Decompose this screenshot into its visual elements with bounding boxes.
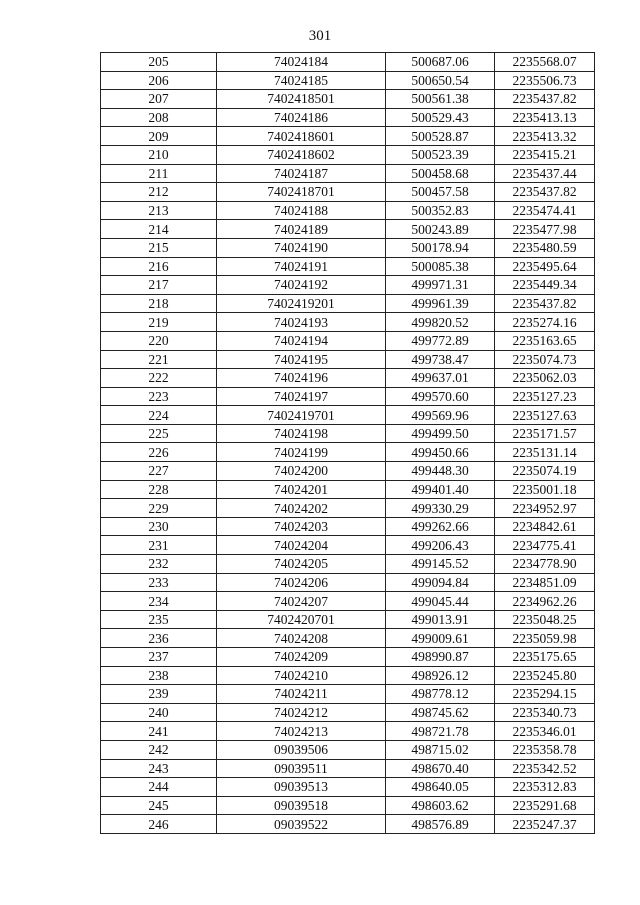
y-coordinate-cell: 2235163.65	[495, 331, 595, 350]
point-id-cell: 7402419701	[217, 406, 386, 425]
y-coordinate-cell: 2235449.34	[495, 276, 595, 295]
row-index-cell: 226	[101, 443, 217, 462]
table-row	[101, 610, 595, 629]
x-coordinate-cell: 499961.39	[386, 294, 495, 313]
table-row	[101, 145, 595, 164]
x-coordinate-cell: 499401.40	[386, 480, 495, 499]
x-coordinate-cell: 500243.89	[386, 220, 495, 239]
x-coordinate-cell: 499637.01	[386, 369, 495, 388]
table-row	[101, 183, 595, 202]
point-id-cell: 09039518	[217, 796, 386, 815]
x-coordinate-cell: 499772.89	[386, 331, 495, 350]
point-id-cell: 74024213	[217, 722, 386, 741]
x-coordinate-cell: 499045.44	[386, 592, 495, 611]
y-coordinate-cell: 2235437.82	[495, 294, 595, 313]
y-coordinate-cell: 2235175.65	[495, 648, 595, 667]
table-row	[101, 815, 595, 834]
row-index-cell: 244	[101, 778, 217, 797]
row-index-cell: 228	[101, 480, 217, 499]
y-coordinate-cell: 2234962.26	[495, 592, 595, 611]
point-id-cell: 74024210	[217, 666, 386, 685]
coordinates-table	[100, 52, 595, 834]
x-coordinate-cell: 499094.84	[386, 573, 495, 592]
point-id-cell: 74024192	[217, 276, 386, 295]
x-coordinate-cell: 498603.62	[386, 796, 495, 815]
y-coordinate-cell: 2235413.13	[495, 108, 595, 127]
y-coordinate-cell: 2235506.73	[495, 71, 595, 90]
point-id-cell: 09039511	[217, 759, 386, 778]
row-index-cell: 225	[101, 424, 217, 443]
y-coordinate-cell: 2235245.80	[495, 666, 595, 685]
point-id-cell: 7402420701	[217, 610, 386, 629]
table-row	[101, 722, 595, 741]
x-coordinate-cell: 499009.61	[386, 629, 495, 648]
page-number: 301	[308, 28, 332, 44]
y-coordinate-cell: 2235291.68	[495, 796, 595, 815]
point-id-cell: 74024197	[217, 387, 386, 406]
x-coordinate-cell: 499145.52	[386, 555, 495, 574]
point-id-cell: 7402418501	[217, 90, 386, 109]
point-id-cell: 74024189	[217, 220, 386, 239]
y-coordinate-cell: 2235477.98	[495, 220, 595, 239]
x-coordinate-cell: 498745.62	[386, 703, 495, 722]
table-row	[101, 443, 595, 462]
point-id-cell: 74024196	[217, 369, 386, 388]
row-index-cell: 238	[101, 666, 217, 685]
x-coordinate-cell: 499499.50	[386, 424, 495, 443]
y-coordinate-cell: 2235247.37	[495, 815, 595, 834]
row-index-cell: 217	[101, 276, 217, 295]
row-index-cell: 234	[101, 592, 217, 611]
x-coordinate-cell: 500457.58	[386, 183, 495, 202]
x-coordinate-cell: 498576.89	[386, 815, 495, 834]
x-coordinate-cell: 499569.96	[386, 406, 495, 425]
x-coordinate-cell: 500687.06	[386, 53, 495, 72]
point-id-cell: 74024186	[217, 108, 386, 127]
y-coordinate-cell: 2235001.18	[495, 480, 595, 499]
x-coordinate-cell: 500561.38	[386, 90, 495, 109]
point-id-cell: 09039513	[217, 778, 386, 797]
y-coordinate-cell: 2235437.82	[495, 90, 595, 109]
table-row	[101, 648, 595, 667]
x-coordinate-cell: 498990.87	[386, 648, 495, 667]
y-coordinate-cell: 2235437.82	[495, 183, 595, 202]
table-row	[101, 759, 595, 778]
y-coordinate-cell: 2235312.83	[495, 778, 595, 797]
y-coordinate-cell: 2235048.25	[495, 610, 595, 629]
table-row	[101, 424, 595, 443]
row-index-cell: 230	[101, 517, 217, 536]
x-coordinate-cell: 499450.66	[386, 443, 495, 462]
row-index-cell: 233	[101, 573, 217, 592]
x-coordinate-cell: 499971.31	[386, 276, 495, 295]
table-row	[101, 499, 595, 518]
point-id-cell: 09039522	[217, 815, 386, 834]
x-coordinate-cell: 499738.47	[386, 350, 495, 369]
row-index-cell: 219	[101, 313, 217, 332]
y-coordinate-cell: 2235131.14	[495, 443, 595, 462]
table-row	[101, 685, 595, 704]
table-row	[101, 53, 595, 72]
row-index-cell: 237	[101, 648, 217, 667]
x-coordinate-cell: 499013.91	[386, 610, 495, 629]
table-row	[101, 666, 595, 685]
point-id-cell: 74024202	[217, 499, 386, 518]
point-id-cell: 74024199	[217, 443, 386, 462]
point-id-cell: 74024208	[217, 629, 386, 648]
row-index-cell: 221	[101, 350, 217, 369]
y-coordinate-cell: 2235294.15	[495, 685, 595, 704]
x-coordinate-cell: 499570.60	[386, 387, 495, 406]
table-row	[101, 796, 595, 815]
table-row	[101, 740, 595, 759]
table-row	[101, 294, 595, 313]
x-coordinate-cell: 499330.29	[386, 499, 495, 518]
point-id-cell: 74024201	[217, 480, 386, 499]
y-coordinate-cell: 2235568.07	[495, 53, 595, 72]
x-coordinate-cell: 499262.66	[386, 517, 495, 536]
row-index-cell: 235	[101, 610, 217, 629]
row-index-cell: 245	[101, 796, 217, 815]
point-id-cell: 09039506	[217, 740, 386, 759]
x-coordinate-cell: 498926.12	[386, 666, 495, 685]
table-body	[101, 53, 595, 834]
x-coordinate-cell: 499820.52	[386, 313, 495, 332]
row-index-cell: 206	[101, 71, 217, 90]
point-id-cell: 74024195	[217, 350, 386, 369]
table-row	[101, 220, 595, 239]
row-index-cell: 227	[101, 462, 217, 481]
x-coordinate-cell: 498640.05	[386, 778, 495, 797]
y-coordinate-cell: 2235480.59	[495, 238, 595, 257]
row-index-cell: 236	[101, 629, 217, 648]
point-id-cell: 7402418601	[217, 127, 386, 146]
table-row	[101, 164, 595, 183]
point-id-cell: 74024209	[217, 648, 386, 667]
y-coordinate-cell: 2235127.63	[495, 406, 595, 425]
table-row	[101, 629, 595, 648]
row-index-cell: 205	[101, 53, 217, 72]
table-row	[101, 778, 595, 797]
point-id-cell: 74024205	[217, 555, 386, 574]
x-coordinate-cell: 500178.94	[386, 238, 495, 257]
table-row	[101, 90, 595, 109]
x-coordinate-cell: 499206.43	[386, 536, 495, 555]
x-coordinate-cell: 498778.12	[386, 685, 495, 704]
point-id-cell: 74024200	[217, 462, 386, 481]
row-index-cell: 220	[101, 331, 217, 350]
x-coordinate-cell: 500352.83	[386, 201, 495, 220]
y-coordinate-cell: 2235437.44	[495, 164, 595, 183]
y-coordinate-cell: 2235413.32	[495, 127, 595, 146]
row-index-cell: 240	[101, 703, 217, 722]
table-row	[101, 350, 595, 369]
row-index-cell: 216	[101, 257, 217, 276]
x-coordinate-cell: 500528.87	[386, 127, 495, 146]
point-id-cell: 74024184	[217, 53, 386, 72]
row-index-cell: 224	[101, 406, 217, 425]
y-coordinate-cell: 2234952.97	[495, 499, 595, 518]
table-row	[101, 592, 595, 611]
row-index-cell: 218	[101, 294, 217, 313]
row-index-cell: 214	[101, 220, 217, 239]
table-row	[101, 201, 595, 220]
y-coordinate-cell: 2234775.41	[495, 536, 595, 555]
point-id-cell: 74024190	[217, 238, 386, 257]
x-coordinate-cell: 500458.68	[386, 164, 495, 183]
point-id-cell: 74024206	[217, 573, 386, 592]
point-id-cell: 7402418701	[217, 183, 386, 202]
row-index-cell: 209	[101, 127, 217, 146]
row-index-cell: 246	[101, 815, 217, 834]
y-coordinate-cell: 2235415.21	[495, 145, 595, 164]
row-index-cell: 222	[101, 369, 217, 388]
y-coordinate-cell: 2235495.64	[495, 257, 595, 276]
table-row	[101, 536, 595, 555]
x-coordinate-cell: 498670.40	[386, 759, 495, 778]
table-row	[101, 573, 595, 592]
table-row	[101, 462, 595, 481]
table-row	[101, 555, 595, 574]
row-index-cell: 229	[101, 499, 217, 518]
y-coordinate-cell: 2234851.09	[495, 573, 595, 592]
row-index-cell: 243	[101, 759, 217, 778]
table-row	[101, 276, 595, 295]
y-coordinate-cell: 2235346.01	[495, 722, 595, 741]
row-index-cell: 215	[101, 238, 217, 257]
x-coordinate-cell: 498721.78	[386, 722, 495, 741]
y-coordinate-cell: 2235127.23	[495, 387, 595, 406]
table-row	[101, 71, 595, 90]
x-coordinate-cell: 499448.30	[386, 462, 495, 481]
point-id-cell: 74024191	[217, 257, 386, 276]
table-row	[101, 387, 595, 406]
table-row	[101, 331, 595, 350]
row-index-cell: 207	[101, 90, 217, 109]
table-row	[101, 127, 595, 146]
point-id-cell: 74024207	[217, 592, 386, 611]
table-row	[101, 108, 595, 127]
y-coordinate-cell: 2235358.78	[495, 740, 595, 759]
point-id-cell: 74024212	[217, 703, 386, 722]
point-id-cell: 74024188	[217, 201, 386, 220]
y-coordinate-cell: 2235074.73	[495, 350, 595, 369]
row-index-cell: 241	[101, 722, 217, 741]
y-coordinate-cell: 2235342.52	[495, 759, 595, 778]
point-id-cell: 74024211	[217, 685, 386, 704]
table-row	[101, 369, 595, 388]
row-index-cell: 232	[101, 555, 217, 574]
point-id-cell: 7402418602	[217, 145, 386, 164]
y-coordinate-cell: 2234842.61	[495, 517, 595, 536]
point-id-cell: 7402419201	[217, 294, 386, 313]
x-coordinate-cell: 500085.38	[386, 257, 495, 276]
row-index-cell: 223	[101, 387, 217, 406]
point-id-cell: 74024194	[217, 331, 386, 350]
row-index-cell: 231	[101, 536, 217, 555]
row-index-cell: 239	[101, 685, 217, 704]
row-index-cell: 213	[101, 201, 217, 220]
row-index-cell: 211	[101, 164, 217, 183]
row-index-cell: 208	[101, 108, 217, 127]
y-coordinate-cell: 2235274.16	[495, 313, 595, 332]
point-id-cell: 74024185	[217, 71, 386, 90]
point-id-cell: 74024204	[217, 536, 386, 555]
row-index-cell: 242	[101, 740, 217, 759]
y-coordinate-cell: 2235474.41	[495, 201, 595, 220]
table-row	[101, 313, 595, 332]
y-coordinate-cell: 2235059.98	[495, 629, 595, 648]
point-id-cell: 74024193	[217, 313, 386, 332]
row-index-cell: 210	[101, 145, 217, 164]
row-index-cell: 212	[101, 183, 217, 202]
point-id-cell: 74024187	[217, 164, 386, 183]
x-coordinate-cell: 498715.02	[386, 740, 495, 759]
y-coordinate-cell: 2234778.90	[495, 555, 595, 574]
table-row	[101, 238, 595, 257]
point-id-cell: 74024198	[217, 424, 386, 443]
y-coordinate-cell: 2235340.73	[495, 703, 595, 722]
y-coordinate-cell: 2235171.57	[495, 424, 595, 443]
table-row	[101, 517, 595, 536]
y-coordinate-cell: 2235074.19	[495, 462, 595, 481]
y-coordinate-cell: 2235062.03	[495, 369, 595, 388]
table-row	[101, 406, 595, 425]
table-row	[101, 480, 595, 499]
table-row	[101, 703, 595, 722]
table-row	[101, 257, 595, 276]
point-id-cell: 74024203	[217, 517, 386, 536]
x-coordinate-cell: 500529.43	[386, 108, 495, 127]
x-coordinate-cell: 500523.39	[386, 145, 495, 164]
x-coordinate-cell: 500650.54	[386, 71, 495, 90]
